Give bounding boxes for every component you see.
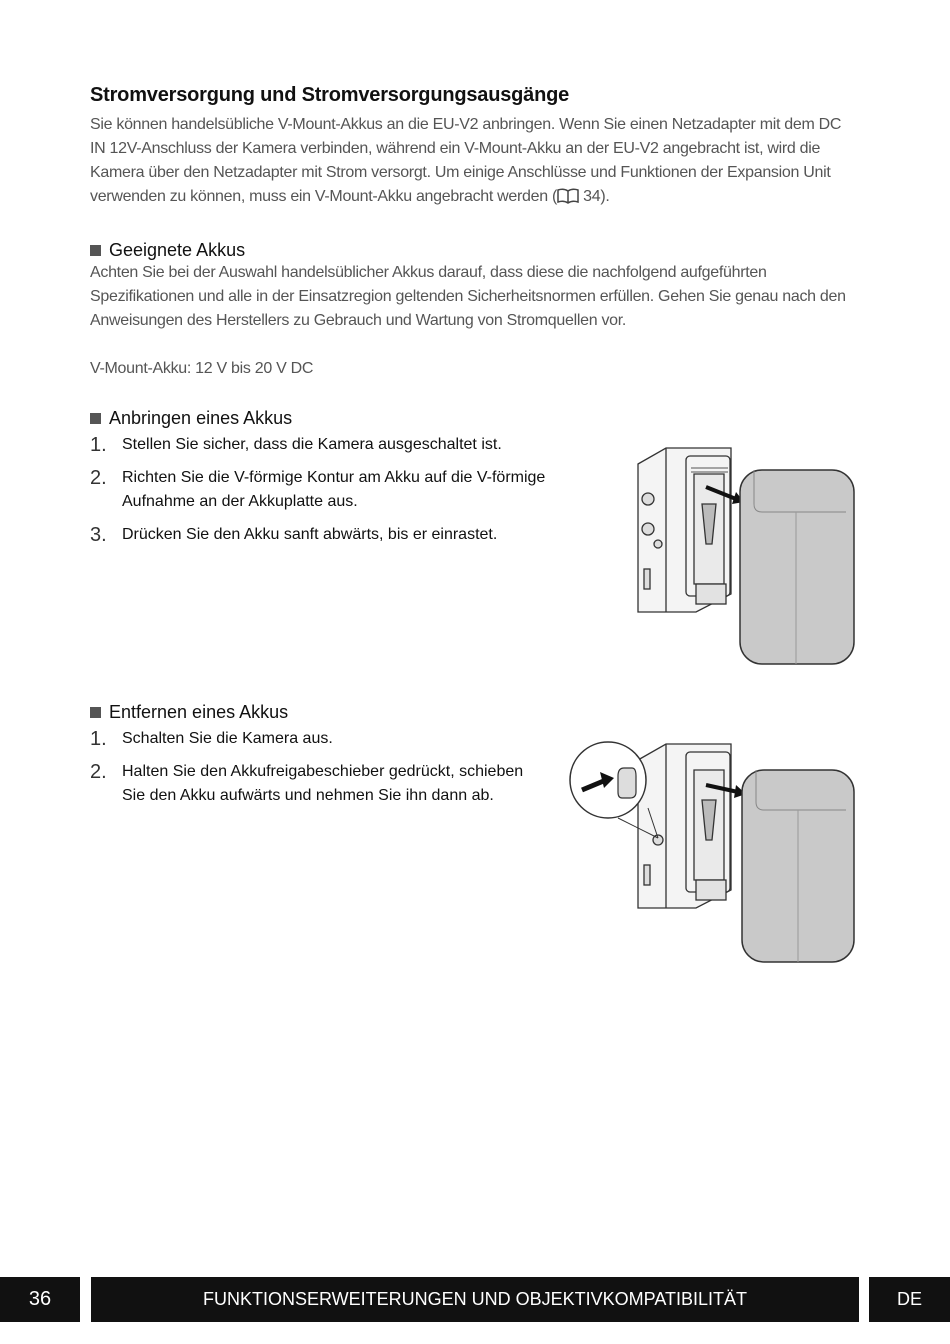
section-title: FUNKTIONSERWEITERUNGEN UND OBJEKTIVKOMPATIBILITÄT <box>202 1289 748 1309</box>
step-number: 3. <box>90 524 107 546</box>
step-text: Drücken Sie den Akku sanft abwärts, bis er einrastet. <box>122 526 498 543</box>
spec-text: V-Mount-Akku: 12 V bis 20 V DC <box>90 360 314 377</box>
section-title-box <box>91 1277 859 1322</box>
page-title: Stromversorgung und Stromversorgungsausgänge <box>90 84 570 106</box>
remove-battery-illustration <box>566 740 858 968</box>
step-text: Schalten Sie die Kamera aus. <box>122 730 333 747</box>
square-bullet-icon <box>90 245 101 256</box>
step-number: 1. <box>90 728 107 750</box>
language-code: DE <box>896 1289 922 1309</box>
step-text: Richten Sie die V-förmige Kontur am Akku auf die V-förmige Aufnahme an der Akkuplatte aus. <box>122 469 546 510</box>
square-bullet-icon <box>90 413 101 424</box>
intro-paragraph <box>90 113 860 212</box>
suitable-paragraph: Achten Sie bei der Auswahl handelsüblicher Akkus darauf, dass diese die nachfolgend aufgeführten Spezifikationen und alle in der Einsatzregion geltenden Sicherheitsnormen erfüllen. Gehen Sie genau nach den Anweisungen des Herstellers zu Gebrauch und Wartung von Stromquellen vor. <box>90 264 846 329</box>
step-number: 2. <box>90 467 107 489</box>
step-text: Halten Sie den Akkufreigabeschieber gedrückt, schieben Sie den Akku aufwärts und nehmen Sie ihn dann ab. <box>122 763 524 804</box>
page-number-box <box>0 1277 80 1322</box>
step-number: 2. <box>90 761 107 783</box>
intro-text: Sie können handelsübliche V-Mount-Akkus an die EU-V2 anbringen. Wenn Sie einen Netzadapter mit dem DC IN 12V-Anschluss der Kamera verbinden, während ein V-Mount-Akku an der EU-V2 angebracht ist, wird die Kamera über den Netzadapter mit Strom versorgt. Um einige Anschlüsse und Funktionen der Expansion Unit verwenden zu können, muss ein V-Mount-Akku angebracht werden ( <box>90 116 842 205</box>
suitable-heading-text: Geeignete Akkus <box>109 240 246 260</box>
intro-page-ref: 34). <box>579 188 610 205</box>
suitable-heading <box>90 240 860 261</box>
step-text: Stellen Sie sicher, dass die Kamera ausgeschaltet ist. <box>122 436 502 453</box>
step-number: 1. <box>90 434 107 456</box>
remove-heading-text: Entfernen eines Akkus <box>109 702 289 722</box>
attach-battery-illustration <box>636 444 858 668</box>
square-bullet-icon <box>90 707 101 718</box>
attach-heading <box>90 408 860 429</box>
book-icon <box>557 188 579 212</box>
page-number: 36 <box>28 1288 52 1310</box>
attach-heading-text: Anbringen eines Akkus <box>109 408 293 428</box>
language-box <box>869 1277 950 1322</box>
remove-heading <box>90 702 860 723</box>
